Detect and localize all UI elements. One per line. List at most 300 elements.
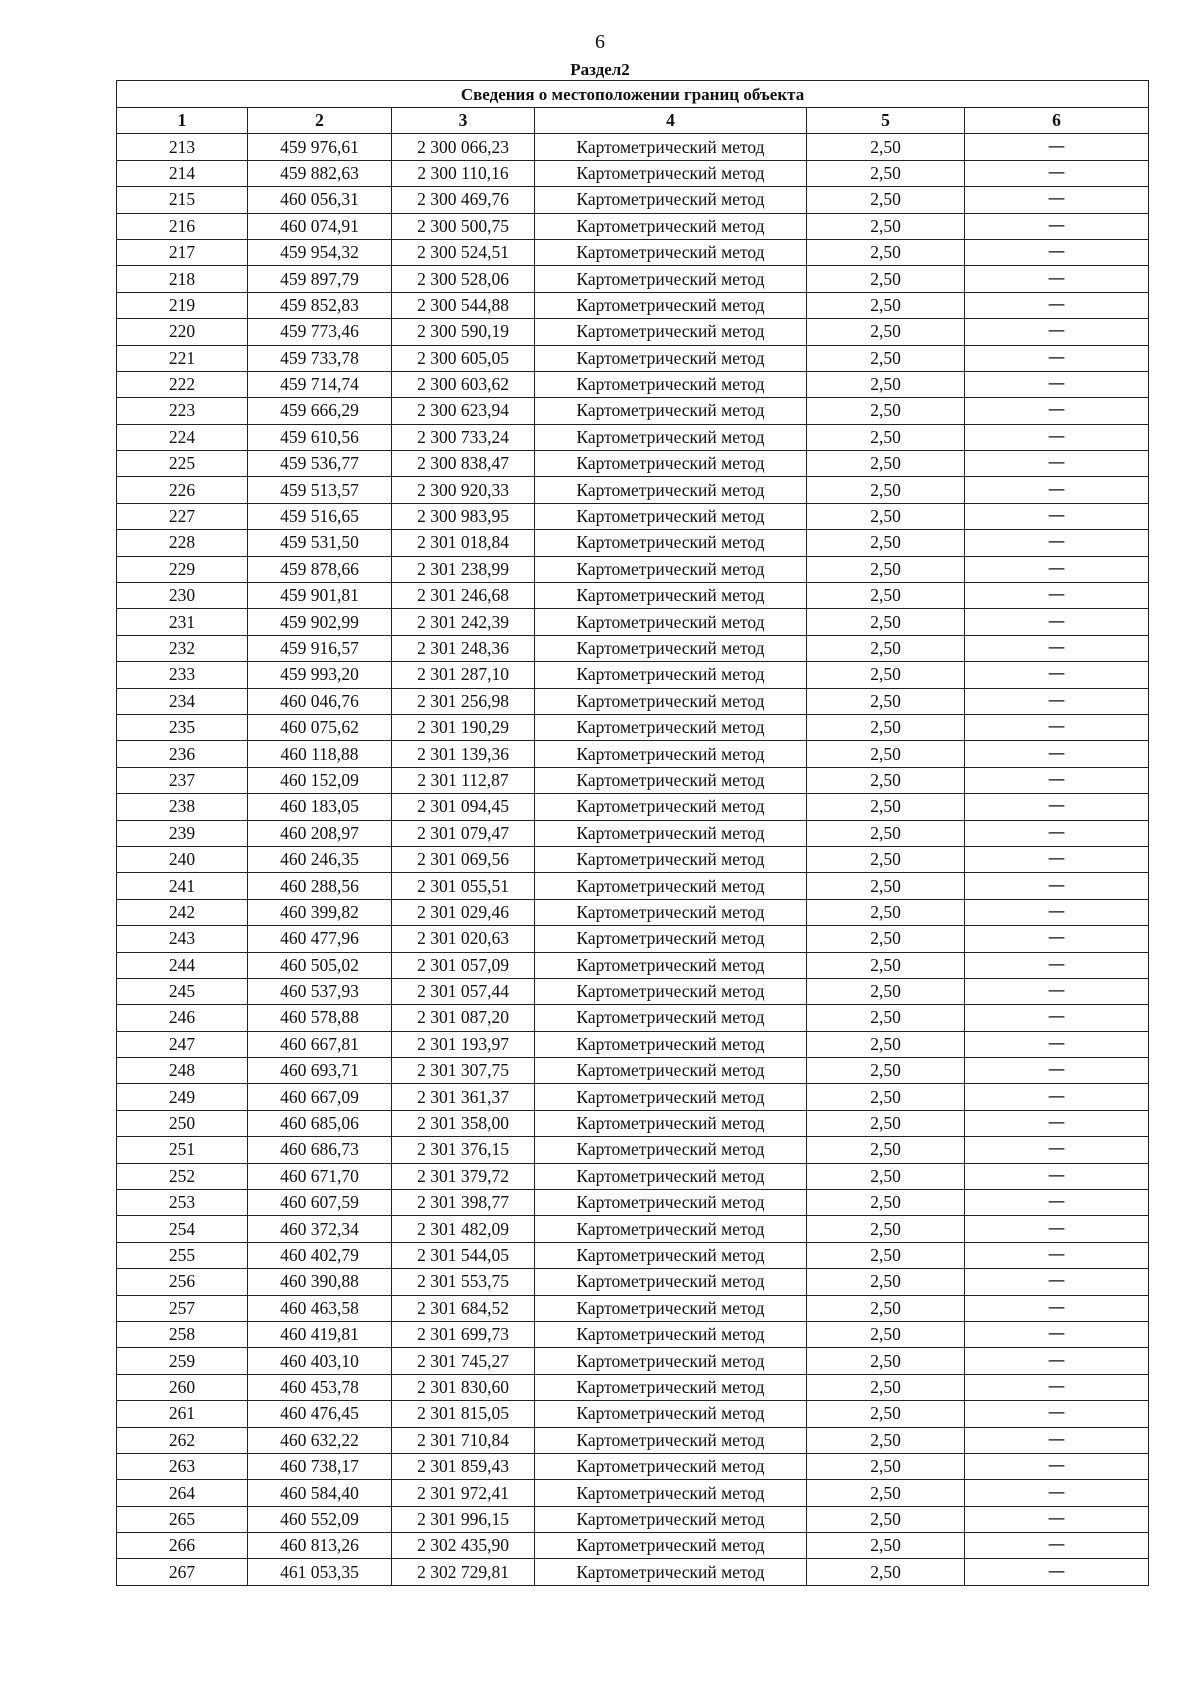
determination-method: Картометрический метод — [535, 1163, 807, 1189]
determination-method: Картометрический метод — [535, 134, 807, 160]
accuracy-value: 2,50 — [807, 952, 965, 978]
coordinate-y: 2 301 287,10 — [392, 662, 535, 688]
accuracy-value: 2,50 — [807, 398, 965, 424]
accuracy-value: 2,50 — [807, 926, 965, 952]
coordinate-y: 2 300 110,16 — [392, 160, 535, 186]
table-row — [117, 266, 1149, 292]
coordinate-y: 2 300 590,19 — [392, 319, 535, 345]
coordinate-x: 460 463,58 — [248, 1295, 392, 1321]
coordinate-y: 2 301 745,27 — [392, 1348, 535, 1374]
point-number: 246 — [117, 1005, 248, 1031]
determination-method: Картометрический метод — [535, 1137, 807, 1163]
coordinate-x: 460 477,96 — [248, 926, 392, 952]
table-row — [117, 1242, 1149, 1268]
accuracy-value: 2,50 — [807, 820, 965, 846]
point-number: 220 — [117, 319, 248, 345]
accuracy-value: 2,50 — [807, 1269, 965, 1295]
description-value: — — [965, 1374, 1149, 1400]
coordinate-y: 2 300 920,33 — [392, 477, 535, 503]
point-number: 222 — [117, 371, 248, 397]
point-number: 223 — [117, 398, 248, 424]
coordinate-y: 2 301 020,63 — [392, 926, 535, 952]
coordinate-y: 2 301 699,73 — [392, 1321, 535, 1347]
accuracy-value: 2,50 — [807, 1427, 965, 1453]
coordinate-x: 459 513,57 — [248, 477, 392, 503]
coordinate-y: 2 301 972,41 — [392, 1480, 535, 1506]
point-number: 245 — [117, 978, 248, 1004]
point-number: 259 — [117, 1348, 248, 1374]
coordinate-x: 460 813,26 — [248, 1533, 392, 1559]
point-number: 216 — [117, 213, 248, 239]
description-value: — — [965, 1163, 1149, 1189]
coordinate-x: 460 183,05 — [248, 794, 392, 820]
accuracy-value: 2,50 — [807, 1295, 965, 1321]
coordinate-x: 460 607,59 — [248, 1190, 392, 1216]
description-value: — — [965, 477, 1149, 503]
column-header: 5 — [807, 108, 965, 134]
point-number: 254 — [117, 1216, 248, 1242]
column-header: 4 — [535, 108, 807, 134]
determination-method: Картометрический метод — [535, 345, 807, 371]
point-number: 258 — [117, 1321, 248, 1347]
coordinate-x: 460 552,09 — [248, 1506, 392, 1532]
determination-method: Картометрический метод — [535, 1453, 807, 1479]
table-row — [117, 714, 1149, 740]
table-row — [117, 556, 1149, 582]
determination-method: Картометрический метод — [535, 846, 807, 872]
point-number: 217 — [117, 239, 248, 265]
determination-method: Картометрический метод — [535, 319, 807, 345]
description-value: — — [965, 1427, 1149, 1453]
point-number: 229 — [117, 556, 248, 582]
column-header-row — [117, 108, 1149, 134]
determination-method: Картометрический метод — [535, 1321, 807, 1347]
table-row — [117, 1533, 1149, 1559]
determination-method: Картометрический метод — [535, 1480, 807, 1506]
column-header: 2 — [248, 108, 392, 134]
coordinate-x: 459 954,32 — [248, 239, 392, 265]
point-number: 235 — [117, 714, 248, 740]
determination-method: Картометрический метод — [535, 926, 807, 952]
point-number: 250 — [117, 1110, 248, 1136]
description-value: — — [965, 1559, 1149, 1585]
description-value: — — [965, 846, 1149, 872]
coordinate-x: 460 584,40 — [248, 1480, 392, 1506]
table-row — [117, 741, 1149, 767]
point-number: 234 — [117, 688, 248, 714]
table-row — [117, 1480, 1149, 1506]
coordinate-x: 459 902,99 — [248, 609, 392, 635]
determination-method: Картометрический метод — [535, 952, 807, 978]
accuracy-value: 2,50 — [807, 609, 965, 635]
table-row — [117, 1295, 1149, 1321]
accuracy-value: 2,50 — [807, 1058, 965, 1084]
coordinate-y: 2 300 623,94 — [392, 398, 535, 424]
coordinate-x: 460 578,88 — [248, 1005, 392, 1031]
coordinate-y: 2 301 193,97 — [392, 1031, 535, 1057]
accuracy-value: 2,50 — [807, 1453, 965, 1479]
accuracy-value: 2,50 — [807, 160, 965, 186]
coordinate-x: 460 246,35 — [248, 846, 392, 872]
accuracy-value: 2,50 — [807, 292, 965, 318]
coordinate-y: 2 301 079,47 — [392, 820, 535, 846]
coordinate-y: 2 301 379,72 — [392, 1163, 535, 1189]
column-header: 3 — [392, 108, 535, 134]
coordinate-x: 460 686,73 — [248, 1137, 392, 1163]
coordinate-x: 460 453,78 — [248, 1374, 392, 1400]
point-number: 255 — [117, 1242, 248, 1268]
description-value: — — [965, 662, 1149, 688]
coordinate-x: 459 531,50 — [248, 530, 392, 556]
coordinate-y: 2 301 069,56 — [392, 846, 535, 872]
accuracy-value: 2,50 — [807, 239, 965, 265]
determination-method: Картометрический метод — [535, 451, 807, 477]
description-value: — — [965, 899, 1149, 925]
coordinate-x: 459 610,56 — [248, 424, 392, 450]
accuracy-value: 2,50 — [807, 477, 965, 503]
table-row — [117, 978, 1149, 1004]
accuracy-value: 2,50 — [807, 583, 965, 609]
coordinate-y: 2 300 733,24 — [392, 424, 535, 450]
coordinate-y: 2 300 066,23 — [392, 134, 535, 160]
determination-method: Картометрический метод — [535, 292, 807, 318]
accuracy-value: 2,50 — [807, 319, 965, 345]
table-row — [117, 451, 1149, 477]
coordinate-x: 460 685,06 — [248, 1110, 392, 1136]
coordinate-x: 459 901,81 — [248, 583, 392, 609]
description-value: — — [965, 794, 1149, 820]
description-value: — — [965, 1533, 1149, 1559]
point-number: 240 — [117, 846, 248, 872]
determination-method: Картометрический метод — [535, 1058, 807, 1084]
description-value: — — [965, 1005, 1149, 1031]
coordinate-x: 460 208,97 — [248, 820, 392, 846]
determination-method: Картометрический метод — [535, 899, 807, 925]
description-value: — — [965, 820, 1149, 846]
determination-method: Картометрический метод — [535, 160, 807, 186]
table-row — [117, 160, 1149, 186]
coordinate-x: 460 537,93 — [248, 978, 392, 1004]
description-value: — — [965, 1084, 1149, 1110]
coordinate-x: 459 666,29 — [248, 398, 392, 424]
description-value: — — [965, 1137, 1149, 1163]
table-row — [117, 1190, 1149, 1216]
determination-method: Картометрический метод — [535, 530, 807, 556]
accuracy-value: 2,50 — [807, 1533, 965, 1559]
determination-method: Картометрический метод — [535, 662, 807, 688]
coordinate-x: 459 993,20 — [248, 662, 392, 688]
description-value: — — [965, 266, 1149, 292]
accuracy-value: 2,50 — [807, 873, 965, 899]
accuracy-value: 2,50 — [807, 187, 965, 213]
coordinate-x: 460 372,34 — [248, 1216, 392, 1242]
point-number: 218 — [117, 266, 248, 292]
determination-method: Картометрический метод — [535, 1559, 807, 1585]
coordinate-y: 2 300 838,47 — [392, 451, 535, 477]
coordinate-y: 2 301 139,36 — [392, 741, 535, 767]
determination-method: Картометрический метод — [535, 424, 807, 450]
determination-method: Картометрический метод — [535, 477, 807, 503]
coordinate-x: 460 074,91 — [248, 213, 392, 239]
column-header: 6 — [965, 108, 1149, 134]
description-value: — — [965, 1348, 1149, 1374]
accuracy-value: 2,50 — [807, 1163, 965, 1189]
determination-method: Картометрический метод — [535, 1084, 807, 1110]
determination-method: Картометрический метод — [535, 1031, 807, 1057]
description-value: — — [965, 319, 1149, 345]
determination-method: Картометрический метод — [535, 187, 807, 213]
description-value: — — [965, 583, 1149, 609]
description-value: — — [965, 1110, 1149, 1136]
accuracy-value: 2,50 — [807, 266, 965, 292]
accuracy-value: 2,50 — [807, 1190, 965, 1216]
coordinate-y: 2 301 112,87 — [392, 767, 535, 793]
accuracy-value: 2,50 — [807, 688, 965, 714]
point-number: 257 — [117, 1295, 248, 1321]
accuracy-value: 2,50 — [807, 451, 965, 477]
accuracy-value: 2,50 — [807, 741, 965, 767]
coordinate-y: 2 301 830,60 — [392, 1374, 535, 1400]
point-number: 236 — [117, 741, 248, 767]
determination-method: Картометрический метод — [535, 1295, 807, 1321]
description-value: — — [965, 239, 1149, 265]
coordinate-y: 2 301 242,39 — [392, 609, 535, 635]
determination-method: Картометрический метод — [535, 1242, 807, 1268]
description-value: — — [965, 873, 1149, 899]
table-row — [117, 688, 1149, 714]
description-value: — — [965, 134, 1149, 160]
determination-method: Картометрический метод — [535, 1506, 807, 1532]
table-row — [117, 1110, 1149, 1136]
coordinate-y: 2 300 605,05 — [392, 345, 535, 371]
coordinate-y: 2 301 018,84 — [392, 530, 535, 556]
coordinate-x: 461 053,35 — [248, 1559, 392, 1585]
table-row — [117, 187, 1149, 213]
determination-method: Картометрический метод — [535, 1374, 807, 1400]
accuracy-value: 2,50 — [807, 1321, 965, 1347]
accuracy-value: 2,50 — [807, 1348, 965, 1374]
coordinate-x: 460 632,22 — [248, 1427, 392, 1453]
point-number: 233 — [117, 662, 248, 688]
table-row — [117, 1453, 1149, 1479]
coordinate-x: 459 916,57 — [248, 635, 392, 661]
determination-method: Картометрический метод — [535, 609, 807, 635]
coordinate-y: 2 301 246,68 — [392, 583, 535, 609]
table-row — [117, 609, 1149, 635]
table-row — [117, 530, 1149, 556]
point-number: 230 — [117, 583, 248, 609]
coordinate-x: 460 390,88 — [248, 1269, 392, 1295]
table-body — [117, 134, 1149, 1585]
table-row — [117, 1506, 1149, 1532]
description-value: — — [965, 635, 1149, 661]
table-caption: Сведения о местоположении границ объекта — [117, 81, 1149, 108]
table-row — [117, 635, 1149, 661]
coordinate-y: 2 300 603,62 — [392, 371, 535, 397]
table-row — [117, 345, 1149, 371]
coordinate-y: 2 301 358,00 — [392, 1110, 535, 1136]
point-number: 242 — [117, 899, 248, 925]
description-value: — — [965, 1453, 1149, 1479]
point-number: 252 — [117, 1163, 248, 1189]
determination-method: Картометрический метод — [535, 398, 807, 424]
accuracy-value: 2,50 — [807, 899, 965, 925]
point-number: 262 — [117, 1427, 248, 1453]
coordinate-x: 460 693,71 — [248, 1058, 392, 1084]
coordinate-x: 459 714,74 — [248, 371, 392, 397]
coordinate-y: 2 300 524,51 — [392, 239, 535, 265]
coordinate-x: 459 536,77 — [248, 451, 392, 477]
coordinate-y: 2 301 553,75 — [392, 1269, 535, 1295]
accuracy-value: 2,50 — [807, 1559, 965, 1585]
determination-method: Картометрический метод — [535, 1533, 807, 1559]
point-number: 243 — [117, 926, 248, 952]
table-row — [117, 767, 1149, 793]
accuracy-value: 2,50 — [807, 1480, 965, 1506]
coordinate-x: 459 516,65 — [248, 503, 392, 529]
coordinate-y: 2 301 190,29 — [392, 714, 535, 740]
coordinate-x: 460 738,17 — [248, 1453, 392, 1479]
coordinate-x: 460 288,56 — [248, 873, 392, 899]
description-value: — — [965, 1216, 1149, 1242]
coordinate-y: 2 301 361,37 — [392, 1084, 535, 1110]
accuracy-value: 2,50 — [807, 1110, 965, 1136]
coordinate-y: 2 300 544,88 — [392, 292, 535, 318]
table-row — [117, 846, 1149, 872]
determination-method: Картометрический метод — [535, 1216, 807, 1242]
accuracy-value: 2,50 — [807, 1506, 965, 1532]
determination-method: Картометрический метод — [535, 266, 807, 292]
table-row — [117, 1216, 1149, 1242]
determination-method: Картометрический метод — [535, 635, 807, 661]
table-row — [117, 1137, 1149, 1163]
point-number: 256 — [117, 1269, 248, 1295]
coordinate-y: 2 301 094,45 — [392, 794, 535, 820]
table-row — [117, 820, 1149, 846]
coordinate-y: 2 301 057,09 — [392, 952, 535, 978]
coordinate-x: 459 733,78 — [248, 345, 392, 371]
table-row — [117, 477, 1149, 503]
coordinate-y: 2 301 057,44 — [392, 978, 535, 1004]
accuracy-value: 2,50 — [807, 530, 965, 556]
table-row — [117, 952, 1149, 978]
accuracy-value: 2,50 — [807, 794, 965, 820]
coordinate-x: 459 773,46 — [248, 319, 392, 345]
determination-method: Картометрический метод — [535, 583, 807, 609]
description-value: — — [965, 451, 1149, 477]
table-row — [117, 1058, 1149, 1084]
determination-method: Картометрический метод — [535, 1190, 807, 1216]
coordinate-x: 460 152,09 — [248, 767, 392, 793]
description-value: — — [965, 292, 1149, 318]
description-value: — — [965, 530, 1149, 556]
coordinate-x: 460 667,81 — [248, 1031, 392, 1057]
table-row — [117, 1084, 1149, 1110]
accuracy-value: 2,50 — [807, 662, 965, 688]
table-row — [117, 319, 1149, 345]
accuracy-value: 2,50 — [807, 424, 965, 450]
determination-method: Картометрический метод — [535, 1110, 807, 1136]
determination-method: Картометрический метод — [535, 820, 807, 846]
coordinate-y: 2 301 482,09 — [392, 1216, 535, 1242]
coordinate-x: 459 878,66 — [248, 556, 392, 582]
point-number: 225 — [117, 451, 248, 477]
accuracy-value: 2,50 — [807, 371, 965, 397]
description-value: — — [965, 1480, 1149, 1506]
point-number: 224 — [117, 424, 248, 450]
determination-method: Картометрический метод — [535, 688, 807, 714]
point-number: 244 — [117, 952, 248, 978]
coordinate-y: 2 300 469,76 — [392, 187, 535, 213]
description-value: — — [965, 398, 1149, 424]
point-number: 265 — [117, 1506, 248, 1532]
coordinate-y: 2 301 029,46 — [392, 899, 535, 925]
determination-method: Картометрический метод — [535, 1401, 807, 1427]
accuracy-value: 2,50 — [807, 1031, 965, 1057]
description-value: — — [965, 556, 1149, 582]
coordinate-y: 2 301 815,05 — [392, 1401, 535, 1427]
description-value: — — [965, 978, 1149, 1004]
point-number: 213 — [117, 134, 248, 160]
point-number: 249 — [117, 1084, 248, 1110]
determination-method: Картометрический метод — [535, 767, 807, 793]
table-row — [117, 1348, 1149, 1374]
coordinate-y: 2 302 729,81 — [392, 1559, 535, 1585]
coordinate-x: 459 897,79 — [248, 266, 392, 292]
coordinate-y: 2 301 684,52 — [392, 1295, 535, 1321]
point-number: 226 — [117, 477, 248, 503]
determination-method: Картометрический метод — [535, 873, 807, 899]
accuracy-value: 2,50 — [807, 1084, 965, 1110]
coordinate-x: 459 852,83 — [248, 292, 392, 318]
table-row — [117, 794, 1149, 820]
description-value: — — [965, 714, 1149, 740]
table-row — [117, 1269, 1149, 1295]
coordinate-y: 2 301 398,77 — [392, 1190, 535, 1216]
determination-method: Картометрический метод — [535, 213, 807, 239]
coordinate-x: 460 056,31 — [248, 187, 392, 213]
table-row — [117, 239, 1149, 265]
coordinate-x: 460 419,81 — [248, 1321, 392, 1347]
point-number: 237 — [117, 767, 248, 793]
determination-method: Картометрический метод — [535, 1348, 807, 1374]
section-title: Раздел2 — [570, 60, 630, 79]
table-row — [117, 1427, 1149, 1453]
coordinate-y: 2 301 996,15 — [392, 1506, 535, 1532]
coordinate-y: 2 300 500,75 — [392, 213, 535, 239]
coordinate-y: 2 301 256,98 — [392, 688, 535, 714]
coordinate-y: 2 301 238,99 — [392, 556, 535, 582]
accuracy-value: 2,50 — [807, 1216, 965, 1242]
description-value: — — [965, 741, 1149, 767]
point-number: 239 — [117, 820, 248, 846]
description-value: — — [965, 345, 1149, 371]
determination-method: Картометрический метод — [535, 741, 807, 767]
coordinate-y: 2 301 859,43 — [392, 1453, 535, 1479]
description-value: — — [965, 767, 1149, 793]
description-value: — — [965, 1242, 1149, 1268]
description-value: — — [965, 1401, 1149, 1427]
coordinate-x: 460 399,82 — [248, 899, 392, 925]
coordinate-y: 2 300 983,95 — [392, 503, 535, 529]
accuracy-value: 2,50 — [807, 1374, 965, 1400]
accuracy-value: 2,50 — [807, 1137, 965, 1163]
table-row — [117, 583, 1149, 609]
coordinate-x: 460 046,76 — [248, 688, 392, 714]
point-number: 247 — [117, 1031, 248, 1057]
description-value: — — [965, 926, 1149, 952]
column-header: 1 — [117, 108, 248, 134]
